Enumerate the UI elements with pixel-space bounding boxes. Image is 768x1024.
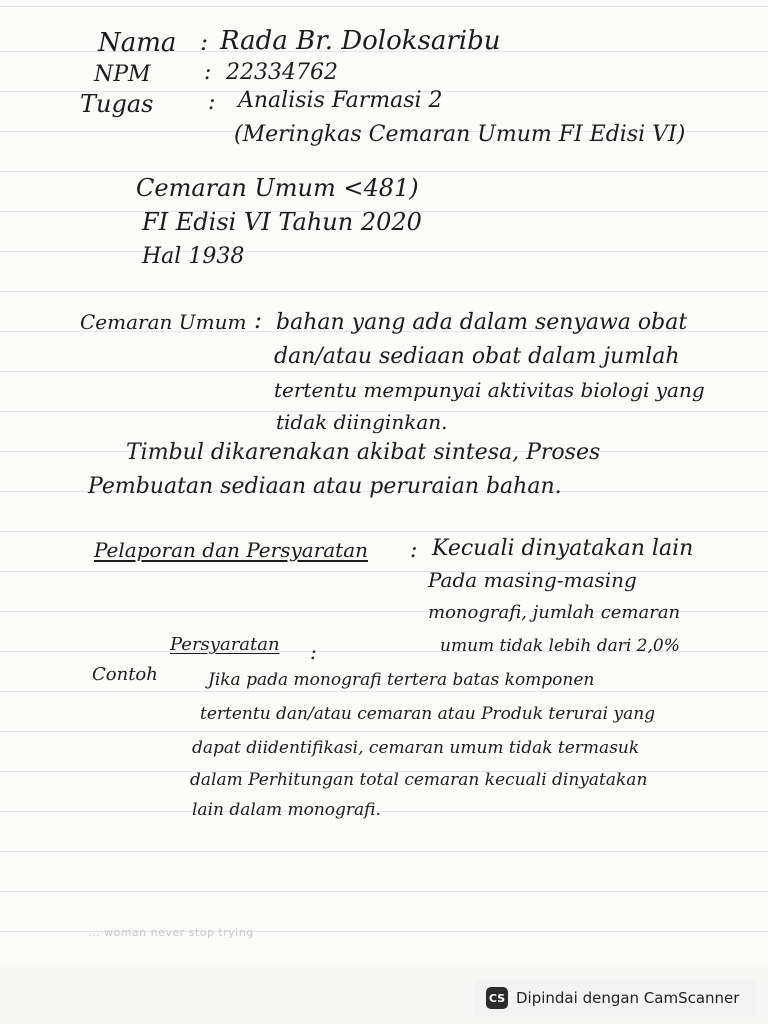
tugas-separator: : bbox=[208, 90, 216, 115]
tugas-note: (Meringkas Cemaran Umum FI Edisi VI) bbox=[234, 122, 686, 147]
npm-value: 22334762 bbox=[226, 60, 338, 85]
example-label: Contoh bbox=[92, 664, 158, 685]
definition-line-1: bahan yang ada dalam senyawa obat bbox=[276, 310, 688, 335]
page-footer-faint-text: ... woman never stop trying bbox=[88, 926, 254, 939]
reporting-line-1: Kecuali dinyatakan lain bbox=[432, 536, 694, 561]
definition-line-4: tidak diinginkan. bbox=[276, 410, 448, 434]
camscanner-label: Dipindai dengan CamScanner bbox=[516, 989, 740, 1007]
example-line-5: lain dalam monografi. bbox=[192, 800, 381, 820]
camscanner-logo-icon: CS bbox=[486, 987, 508, 1009]
nama-label: Nama bbox=[98, 28, 177, 58]
example-line-3: dapat diidentifikasi, cemaran umum tidak termasuk bbox=[192, 738, 640, 758]
example-line-2: tertentu dan/atau cemaran atau Produk terurai yang bbox=[200, 704, 656, 724]
reporting-separator: : bbox=[410, 538, 418, 563]
source-line-1: Cemaran Umum <481) bbox=[136, 174, 419, 202]
npm-label: NPM bbox=[94, 62, 151, 87]
requirement-separator: : bbox=[310, 640, 317, 664]
definition-line-2: dan/atau sediaan obat dalam jumlah bbox=[274, 344, 680, 369]
source-line-3: Hal 1938 bbox=[142, 244, 245, 269]
reporting-heading: Pelaporan dan Persyaratan bbox=[94, 538, 369, 562]
tugas-label: Tugas bbox=[80, 90, 154, 118]
npm-separator: : bbox=[204, 60, 212, 85]
reporting-line-3: monografi, jumlah cemaran bbox=[428, 602, 681, 623]
definition-line-3: tertentu mempunyai aktivitas biologi yang bbox=[274, 378, 705, 402]
reporting-line-4: umum tidak lebih dari 2,0% bbox=[440, 636, 680, 656]
nama-separator: : bbox=[200, 28, 209, 56]
reporting-line-2: Pada masing-masing bbox=[428, 568, 637, 592]
definition-term: Cemaran Umum bbox=[80, 310, 247, 334]
nama-value: Rada Br. Doloksaribu bbox=[220, 26, 501, 56]
source-line-2: FI Edisi VI Tahun 2020 bbox=[142, 208, 422, 236]
origin-line-1: Timbul dikarenakan akibat sintesa, Proses bbox=[126, 440, 601, 465]
tugas-value: Analisis Farmasi 2 bbox=[238, 88, 443, 113]
requirement-heading: Persyaratan bbox=[170, 634, 280, 655]
definition-separator: : bbox=[254, 306, 263, 334]
example-line-1: Jika pada monografi tertera batas komponen bbox=[208, 670, 595, 690]
example-line-4: dalam Perhitungan total cemaran kecuali dinyatakan bbox=[190, 770, 648, 790]
camscanner-watermark bbox=[474, 980, 756, 1016]
origin-line-2: Pembuatan sediaan atau peruraian bahan. bbox=[88, 474, 562, 499]
